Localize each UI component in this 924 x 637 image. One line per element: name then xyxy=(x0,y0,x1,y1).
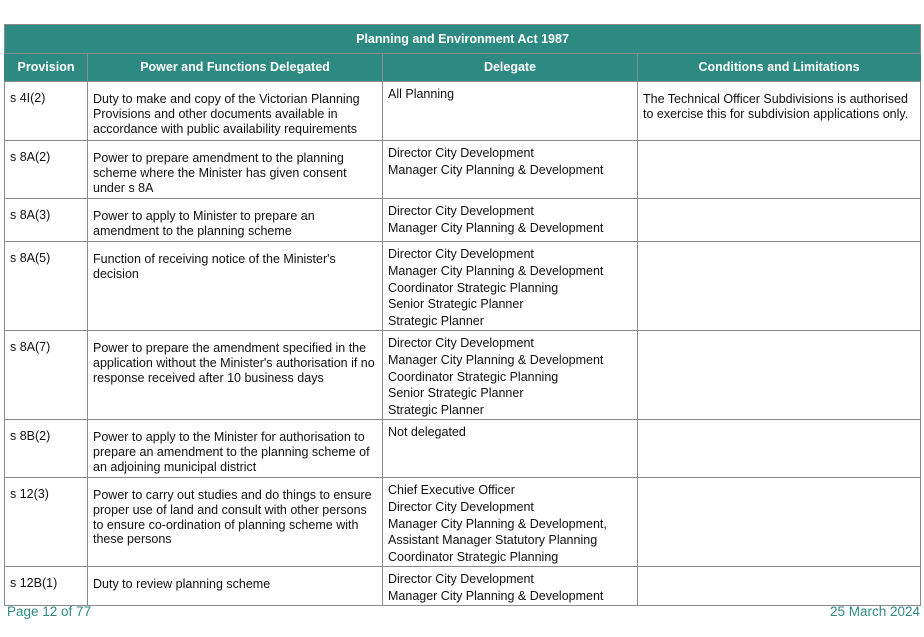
table-row xyxy=(5,82,921,141)
delegate-item: Manager City Planning & Development, xyxy=(388,516,607,531)
conditions-cell xyxy=(638,141,921,199)
power-cell: Duty to make and copy of the Victorian Planning Provisions and other documents available in accordance with public availability requirements xyxy=(88,82,383,141)
delegate-cell xyxy=(383,82,638,141)
delegate-item: Assistant Manager Statutory Planning xyxy=(388,533,598,548)
delegate-item: Director City Development xyxy=(388,571,534,586)
column-header-delegate: Delegate xyxy=(383,54,638,82)
delegate-cell xyxy=(383,199,638,242)
delegate-item: Director City Development xyxy=(388,499,534,514)
delegate-item: Strategic Planner xyxy=(388,403,484,418)
table-row xyxy=(5,419,921,477)
provision-cell: s 8A(2) xyxy=(5,141,88,199)
delegate-item: Manager City Planning & Development xyxy=(388,588,604,603)
power-cell: Power to prepare amendment to the planning scheme where the Minister has given consent under s 8A xyxy=(88,141,383,199)
delegate-item: Coordinator Strategic Planning xyxy=(388,369,559,384)
table-header-row xyxy=(5,54,921,82)
provision-cell: s 8A(7) xyxy=(5,330,88,419)
provision-cell: s 8A(5) xyxy=(5,242,88,331)
power-cell: Power to apply to Minister to prepare an amendment to the planning scheme xyxy=(88,199,383,242)
delegate-item: Coordinator Strategic Planning xyxy=(388,550,559,565)
delegate-item: Director City Development xyxy=(388,146,534,160)
delegate-item: Director City Development xyxy=(388,335,534,350)
delegate-item: Manager City Planning & Development xyxy=(388,263,604,278)
delegate-item: Manager City Planning & Development xyxy=(388,220,604,235)
delegate-item: Director City Development xyxy=(388,247,534,261)
conditions-cell xyxy=(638,419,921,477)
table-title-row xyxy=(5,25,921,54)
conditions-cell xyxy=(638,330,921,419)
delegate-item: Strategic Planner xyxy=(388,314,484,329)
table-body xyxy=(5,82,921,606)
power-cell: Function of receiving notice of the Minister's decision xyxy=(88,242,383,331)
delegate-item: Director City Development xyxy=(388,204,534,218)
column-header-power: Power and Functions Delegated xyxy=(88,54,383,82)
column-header-provision: Provision xyxy=(5,54,88,82)
delegate-cell xyxy=(383,419,638,477)
conditions-cell xyxy=(638,242,921,331)
delegate-item: Senior Strategic Planner xyxy=(388,297,524,312)
provision-cell: s 8B(2) xyxy=(5,419,88,477)
delegate-item: Not delegated xyxy=(388,424,466,439)
table-row xyxy=(5,242,921,331)
table-row xyxy=(5,199,921,242)
delegate-cell xyxy=(383,242,638,331)
provision-cell: s 12B(1) xyxy=(5,566,88,605)
conditions-cell xyxy=(638,199,921,242)
delegate-cell xyxy=(383,330,638,419)
delegate-item: Manager City Planning & Development xyxy=(388,352,604,367)
power-cell: Power to carry out studies and do things to ensure proper use of land and consult with other persons to ensure co-ordination of planning scheme with these persons xyxy=(88,477,383,566)
conditions-cell: The Technical Officer Subdivisions is authorised to exercise this for subdivision applications only. xyxy=(638,82,921,141)
provision-cell: s 4I(2) xyxy=(5,82,88,141)
page-number: Page 12 of 77 xyxy=(7,604,92,619)
table-row xyxy=(5,477,921,566)
table-row xyxy=(5,566,921,605)
document-date: 25 March 2024 xyxy=(829,604,920,619)
provision-cell: s 12(3) xyxy=(5,477,88,566)
column-header-conditions: Conditions and Limitations xyxy=(638,54,921,82)
delegate-item: Chief Executive Officer xyxy=(388,482,515,497)
delegate-cell xyxy=(383,477,638,566)
delegate-cell xyxy=(383,566,638,605)
delegate-item: Coordinator Strategic Planning xyxy=(388,280,559,295)
power-cell: Power to prepare the amendment specified in the application without the Minister's authorisation if no response received after 10 business days xyxy=(88,330,383,419)
power-cell: Power to apply to the Minister for authorisation to prepare an amendment to the planning scheme of an adjoining municipal district xyxy=(88,419,383,477)
delegation-table xyxy=(4,24,921,606)
power-cell: Duty to review planning scheme xyxy=(88,566,383,605)
delegate-item: All Planning xyxy=(388,87,455,101)
delegate-item: Manager City Planning & Development xyxy=(388,162,604,177)
conditions-cell xyxy=(638,477,921,566)
table-row xyxy=(5,141,921,199)
table-row xyxy=(5,330,921,419)
delegate-cell xyxy=(383,141,638,199)
table-title: Planning and Environment Act 1987 xyxy=(5,25,921,54)
provision-cell: s 8A(3) xyxy=(5,199,88,242)
conditions-cell xyxy=(638,566,921,605)
delegate-item: Senior Strategic Planner xyxy=(388,386,524,401)
